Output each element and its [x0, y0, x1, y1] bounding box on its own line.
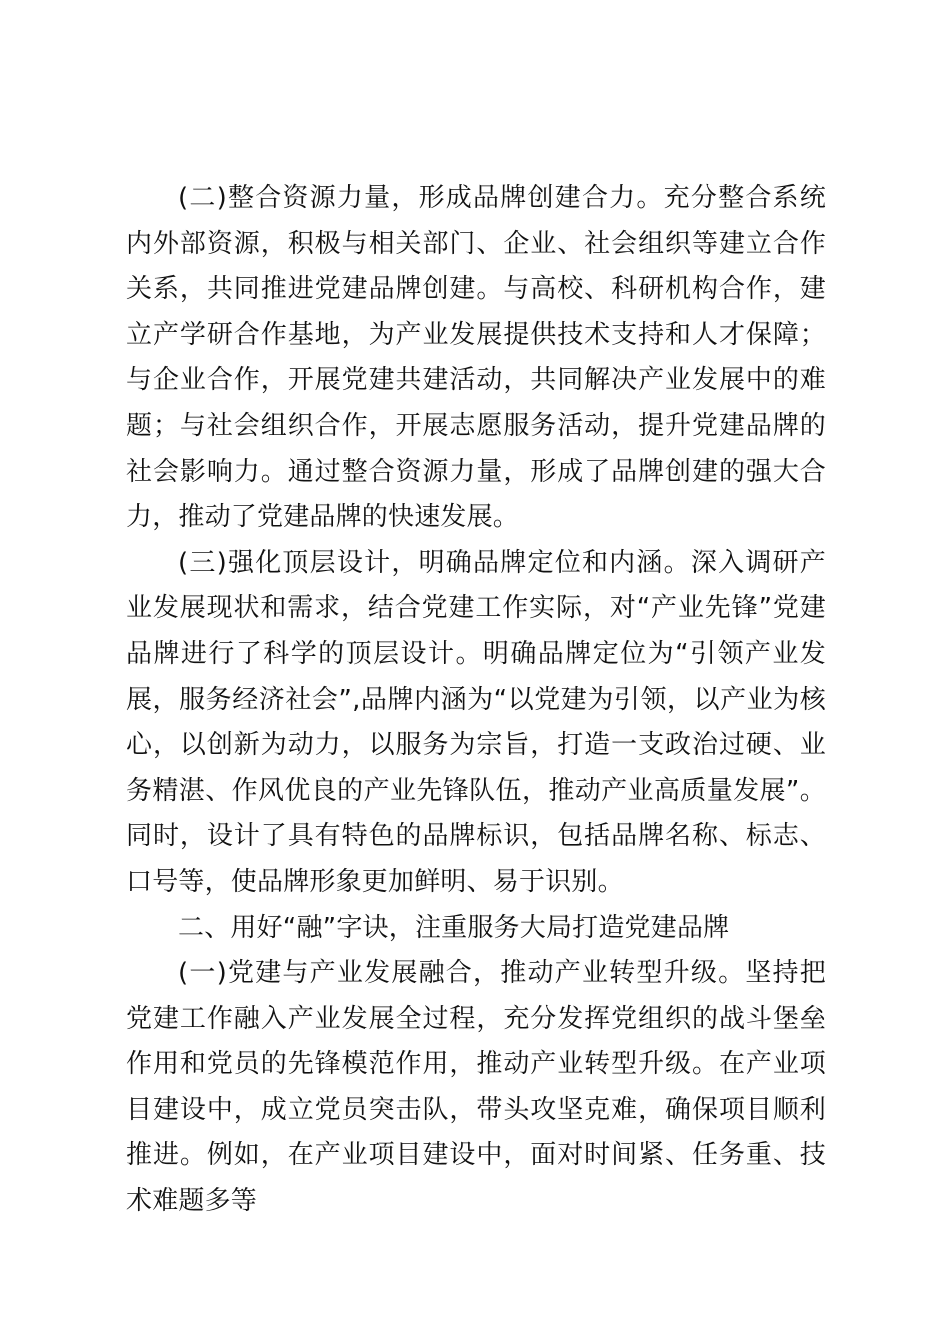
paragraph-top-level-design: (三)强化顶层设计，明确品牌定位和内涵。深入调研产业发展现状和需求，结合党建工作实际，对“产业先锋”党建品牌进行了科学的顶层设计。明确品牌定位为“引领产业发展，服务经济社会”,品牌内涵为“以党建为引领，以产业为核心，以创新为动力，以服务为宗旨，打造一支政治过硬、业务精湛、作风优良的产业先锋队伍，推动产业高质量发展”。同时，设计了具有特色的品牌标识，包括品牌名称、标志、口号等，使品牌形象更加鲜明、易于识别。	[126, 547, 826, 897]
document-page	[126, 176, 826, 1225]
paragraph-industry-integration: (一)党建与产业发展融合，推动产业转型升级。坚持把党建工作融入产业发展全过程，充分发挥党组织的战斗堡垒作用和党员的先锋模范作用，推动产业转型升级。在产业项目建设中，成立党员突击队，带头攻坚克难，确保项目顺利推进。例如，在产业项目建设中，面对时间紧、任务重、技术难题多等	[126, 958, 826, 1217]
section-heading: 二、用好“融”字诀，注重服务大局打造党建品牌	[178, 912, 730, 943]
paragraph-integrate-resources: (二)整合资源力量，形成品牌创建合力。充分整合系统内外部资源，积极与相关部门、企业、社会组织等建立合作关系，共同推进党建品牌创建。与高校、科研机构合作，建立产学研合作基地，为产业发展提供技术支持和人才保障；与企业合作，开展党建共建活动，共同解决产业发展中的难题；与社会组织合作，开展志愿服务活动，提升党建品牌的社会影响力。通过整合资源力量，形成了品牌创建的强大合力，推动了党建品牌的快速发展。	[126, 183, 826, 533]
